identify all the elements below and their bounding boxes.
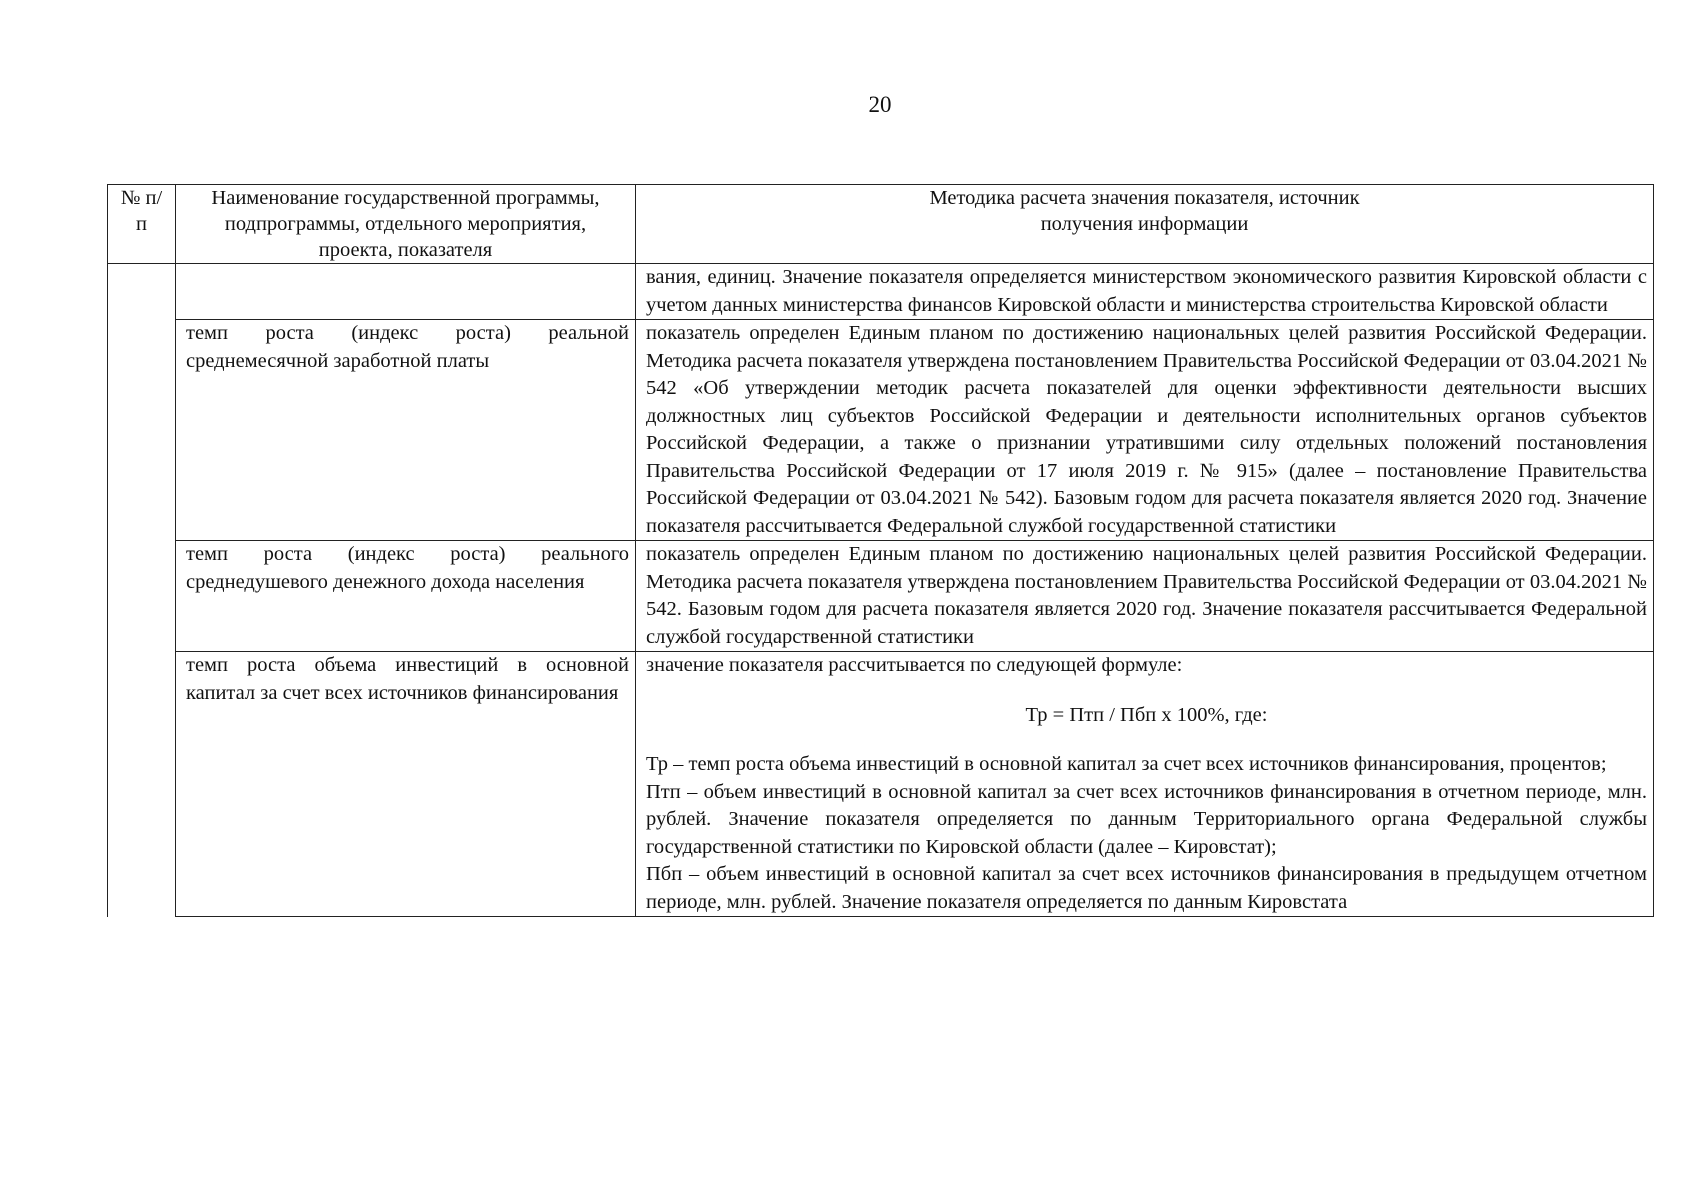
header-method: Методика расчета значения показателя, источник получения информации (636, 185, 1654, 264)
definition-ptp: Птп – объем инвестиций в основной капитал за счет всех источников финансирования в отчетном периоде, млн. рублей. Значение показателя определяется по данным Территориального органа Федеральной службы государственной статистики по Кировской области (далее – Кировстат); (646, 780, 1647, 858)
table-row (108, 652, 1654, 917)
row-method: показатель определен Единым планом по достижению национальных целей развития Российской Федерации. Методика расчета показателя утверждена постановлением Правительства Российской Федерации от 03.04.2021 № 542. Базовым годом для расчета показателя является 2020 год. Значение показателя рассчитывается Федеральной службой государственной статистики (636, 541, 1654, 652)
row-name (176, 264, 636, 320)
table-row (108, 264, 1654, 320)
table-row (108, 541, 1654, 652)
row-name: темп роста (индекс роста) реальной среднемесячной заработной платы (176, 320, 636, 541)
header-name: Наименование государственной программы, подпрограммы, отдельного мероприятия, проекта, показателя (176, 185, 636, 264)
formula: Тр = Птп / Пбп х 100%, где: (1025, 703, 1268, 726)
header-num: № п/п (108, 185, 176, 264)
row-method-formula (636, 652, 1654, 917)
table-header-row (108, 185, 1654, 264)
table-row (108, 320, 1654, 541)
row-num-cell (108, 264, 176, 917)
row-method: показатель определен Единым планом по достижению национальных целей развития Российской Федерации. Методика расчета показателя утверждена постановлением Правительства Российской Федерации от 03.04.2021 № 542 «Об утверждении методик расчета показателей для оценки эффективности деятельности высших должностных лиц субъектов Российской Федерации и деятельности исполнительных органов субъектов Российской Федерации, а также о признании утратившими силу отдельных положений постановления Правительства Российской Федерации от 17 июля 2019 г. № 915» (далее – постановление Правительства Российской Федерации от 03.04.2021 № 542). Базовым годом для расчета показателя является 2020 год. Значение показателя рассчитывается Федеральной службой государственной статистики (636, 320, 1654, 541)
definition-tr: Тр – темп роста объема инвестиций в основной капитал за счет всех источников финансирования, процентов; (646, 753, 1607, 775)
indicators-table (107, 184, 1654, 917)
page-number: 20 (868, 92, 892, 117)
definition-pbp: Пбп – объем инвестиций в основной капитал за счет всех источников финансирования в предыдущем отчетном периоде, млн. рублей. Значение показателя определяется по данным Кировстата (646, 863, 1647, 913)
method-intro: значение показателя рассчитывается по следующей формуле: (646, 654, 1183, 676)
row-method: вания, единиц. Значение показателя определяется министерством экономического развития Кировской области с учетом данных министерства финансов Кировской области и министерства строительства Кировской области (636, 264, 1654, 320)
row-name: темп роста (индекс роста) реального среднедушевого денежного дохода населения (176, 541, 636, 652)
row-name: темп роста объема инвестиций в основной капитал за счет всех источников финансирования (176, 652, 636, 917)
